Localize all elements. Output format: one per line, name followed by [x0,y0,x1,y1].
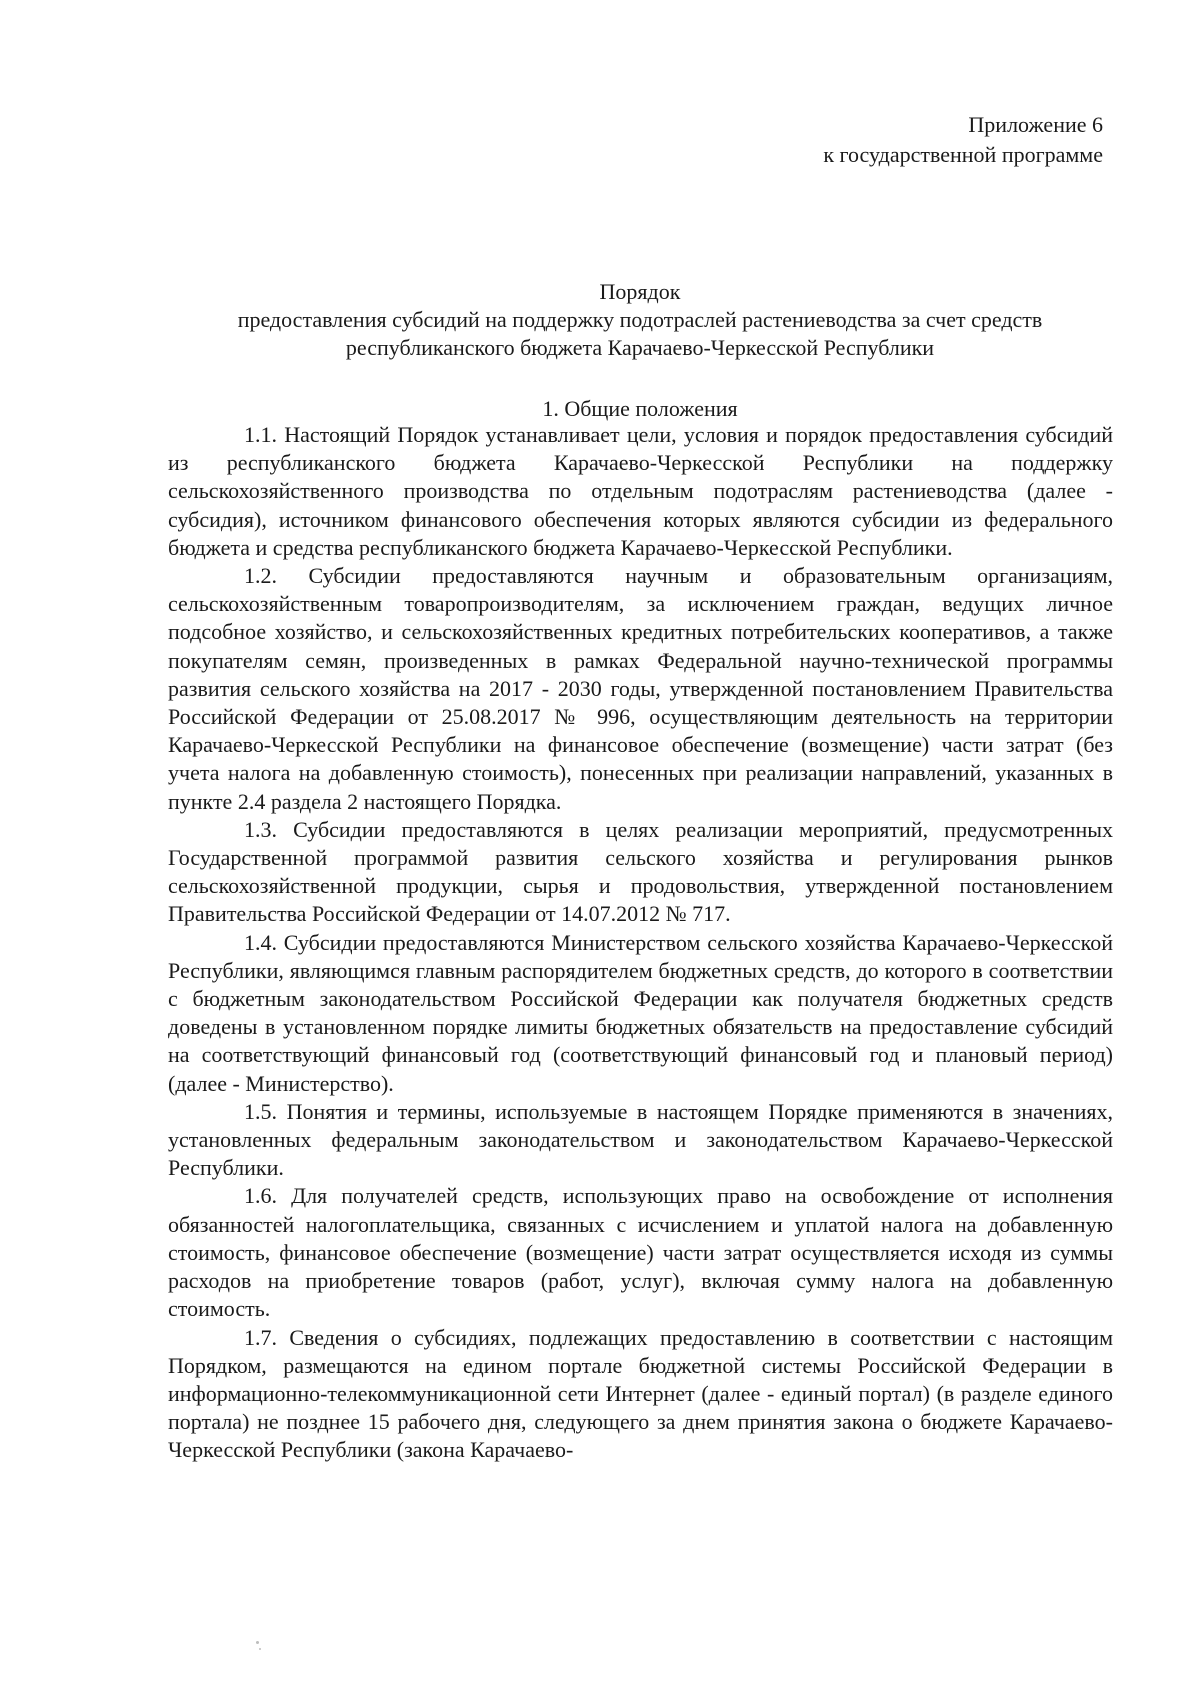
paragraph-1-6: 1.6. Для получателей средств, использующих право на освобождение от исполнения обязанностей налогоплательщика, связанных с исчислением и уплатой налога на добавленную стоимость, финансовое обеспечение (возмещение) части затрат осуществляется исходя из суммы расходов на приобретение товаров (работ, услуг), включая сумму налога на добавленную стоимость. [168,1183,1113,1322]
paragraph-1-7: 1.7. Сведения о субсидиях, подлежащих предоставлению в соответствии с настоящим Порядком, размещаются на едином портале бюджетной системы Российской Федерации в информационно-телекоммуникационной сети Интернет (далее - единый портал) (в разделе единого портала) не позднее 15 рабочего дня, следующего за днем принятия закона о бюджете Карачаево-Черкесской Республики (закона Карачаево- [168,1324,1113,1463]
scan-speck [259,1648,261,1650]
appendix-note [823,110,1103,170]
paragraph-1-4: 1.4. Субсидии предоставляются Министерством сельского хозяйства Карачаево-Черкесской Республики, являющимся главным распорядителем бюджетных средств, до которого в соответствии с бюджетным законодательством Российской Федерации как получателя бюджетных средств доведены в установленном порядке лимиты бюджетных обязательств на предоставление субсидий на соответствующий финансовый год (соответствующий финансовый год и плановый период) (далее - Министерство). [168,929,1113,1096]
paragraph-1-2: 1.2. Субсидии предоставляются научным и образовательным организациям, сельскохозяйственным товаропроизводителям, за исключением граждан, ведущих личное подсобное хозяйство, и сельскохозяйственных кредитных потребительских кооперативов, а также покупателям семян, произведенных в рамках Федеральной научно-технической программы развития сельского хозяйства на 2017 - 2030 годы, утвержденной постановлением Правительства Российской Федерации от 25.08.2017 № 996, осуществляющим деятельность на территории Карачаево-Черкесской Республики на финансовое обеспечение (возмещение) части затрат (без учета налога на добавленную стоимость), понесенных при реализации направлений, указанных в пункте 2.4 раздела 2 настоящего Порядка. [168,563,1113,814]
paragraph-1-3: 1.3. Субсидии предоставляются в целях реализации мероприятий, предусмотренных Государственной программой развития сельского хозяйства и регулирования рынков сельскохозяйственной продукции, сырья и продовольствия, утвержденной постановлением Правительства Российской Федерации от 14.07.2012 № 717. [168,816,1113,927]
paragraph-1-1: 1.1. Настоящий Порядок устанавливает цели, условия и порядок предоставления субсидий из республиканского бюджета Карачаево-Черкесской Республики на поддержку сельскохозяйственного производства по отдельным подотраслям растениеводства (далее - субсидия), источником финансового обеспечения которых являются субсидии из федерального бюджета и средства республиканского бюджета Карачаево-Черкесской Республики. [168,422,1113,560]
title-line-2: предоставления субсидий на поддержку подотраслей растениеводства за счет средств [237,307,1043,332]
scan-speck [256,1641,259,1644]
title-line-3: республиканского бюджета Карачаево-Черкесской Республики [345,335,935,360]
title-word: Порядок [599,279,681,304]
appendix-reference: к государственной программе [823,142,1103,167]
section-heading: 1. Общие положения [542,396,738,421]
appendix-number: Приложение 6 [968,112,1103,137]
document-title [160,278,1120,362]
section-body [168,421,1113,1465]
paragraph-1-5: 1.5. Понятия и термины, используемые в настоящем Порядке применяются в значениях, установленных федеральным законодательством и законодательством Карачаево-Черкесской Республики. [168,1098,1113,1181]
